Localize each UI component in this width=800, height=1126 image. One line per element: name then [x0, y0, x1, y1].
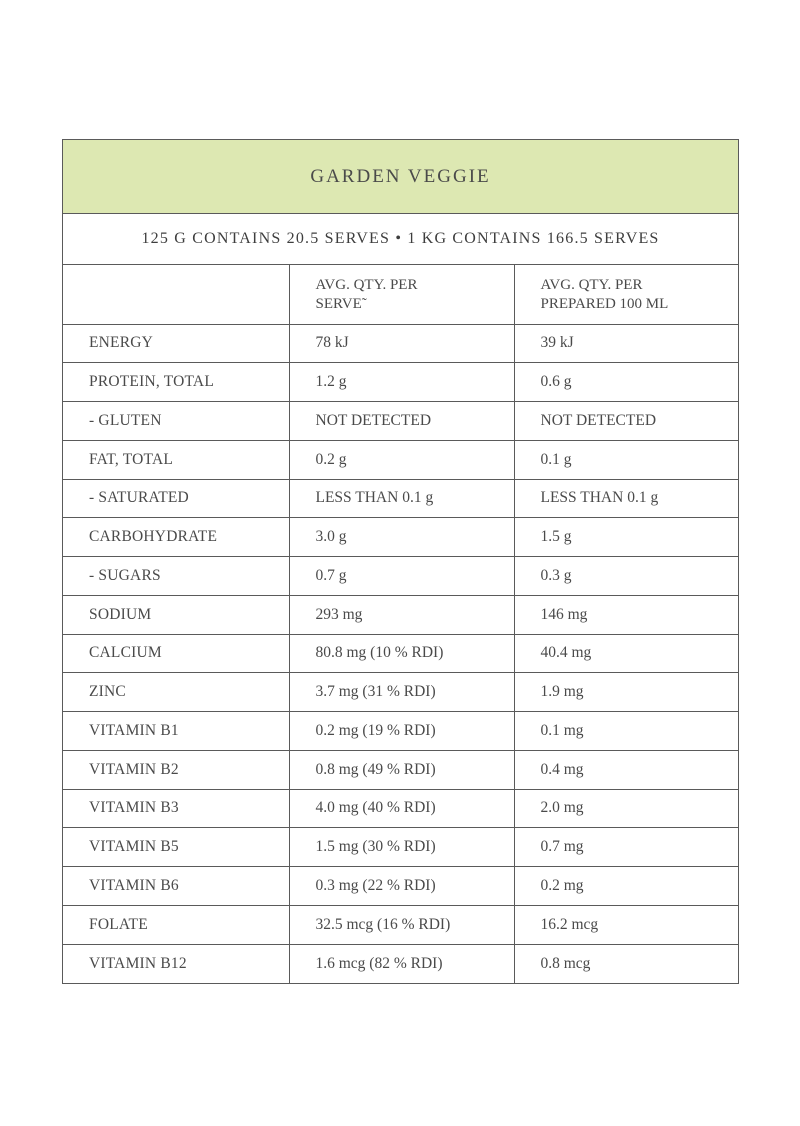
nutrition-panel: [62, 139, 739, 984]
per-100ml-value-cell: 2.0 mg: [514, 789, 738, 828]
table-row: [63, 518, 738, 557]
per-serve-value-cell: LESS THAN 0.1 g: [289, 479, 514, 518]
per-100ml-value-cell: 1.9 mg: [514, 673, 738, 712]
column-header-per-serve-line1: AVG. QTY. PER: [315, 277, 418, 294]
per-serve-value-cell: 293 mg: [289, 595, 514, 634]
per-serve-value-cell: 32.5 mcg (16 % RDI): [289, 905, 514, 944]
column-header-per-100ml: [514, 265, 738, 324]
per-serve-value-cell: 0.8 mg (49 % RDI): [289, 750, 514, 789]
column-header-per-serve: [289, 265, 514, 324]
table-row: [63, 479, 738, 518]
column-header-per-serve-line2: SERVE˜: [315, 296, 367, 313]
nutrient-name-cell: - SUGARS: [63, 557, 289, 596]
per-100ml-value-cell: 1.5 g: [514, 518, 738, 557]
nutrient-name-cell: VITAMIN B1: [63, 712, 289, 751]
per-100ml-value-cell: 40.4 mg: [514, 634, 738, 673]
table-row: [63, 557, 738, 596]
table-row: [63, 944, 738, 983]
nutrient-name-cell: SODIUM: [63, 595, 289, 634]
table-row: [63, 905, 738, 944]
table-row: [63, 402, 738, 441]
nutrient-name-cell: VITAMIN B12: [63, 944, 289, 983]
nutrient-name-cell: VITAMIN B3: [63, 789, 289, 828]
per-100ml-value-cell: 0.2 mg: [514, 867, 738, 906]
per-serve-value-cell: 0.2 g: [289, 440, 514, 479]
nutrient-name-cell: - GLUTEN: [63, 402, 289, 441]
per-serve-value-cell: 78 kJ: [289, 324, 514, 363]
table-body: [63, 324, 738, 983]
nutrient-name-cell: VITAMIN B5: [63, 828, 289, 867]
per-serve-value-cell: 0.7 g: [289, 557, 514, 596]
nutrient-name-cell: VITAMIN B6: [63, 867, 289, 906]
per-100ml-value-cell: 0.4 mg: [514, 750, 738, 789]
per-100ml-value-cell: 0.7 mg: [514, 828, 738, 867]
per-100ml-value-cell: 146 mg: [514, 595, 738, 634]
table-row: [63, 789, 738, 828]
table-row: [63, 867, 738, 906]
nutrition-table: [63, 265, 738, 983]
per-100ml-value-cell: 39 kJ: [514, 324, 738, 363]
nutrient-name-cell: FOLATE: [63, 905, 289, 944]
per-serve-value-cell: 0.3 mg (22 % RDI): [289, 867, 514, 906]
nutrient-name-cell: FAT, TOTAL: [63, 440, 289, 479]
per-100ml-value-cell: 16.2 mcg: [514, 905, 738, 944]
per-serve-value-cell: 1.2 g: [289, 363, 514, 402]
per-serve-value-cell: 4.0 mg (40 % RDI): [289, 789, 514, 828]
per-100ml-value-cell: 0.3 g: [514, 557, 738, 596]
panel-title: GARDEN VEGGIE: [63, 140, 738, 214]
per-serve-value-cell: 80.8 mg (10 % RDI): [289, 634, 514, 673]
table-row: [63, 440, 738, 479]
column-header-per-100ml-line2: PREPARED 100 ML: [540, 296, 669, 313]
table-row: [63, 595, 738, 634]
per-100ml-value-cell: 0.6 g: [514, 363, 738, 402]
per-serve-value-cell: 0.2 mg (19 % RDI): [289, 712, 514, 751]
per-serve-value-cell: 1.6 mcg (82 % RDI): [289, 944, 514, 983]
per-100ml-value-cell: NOT DETECTED: [514, 402, 738, 441]
nutrient-name-cell: VITAMIN B2: [63, 750, 289, 789]
per-100ml-value-cell: 0.1 mg: [514, 712, 738, 751]
table-row: [63, 324, 738, 363]
nutrient-name-cell: CALCIUM: [63, 634, 289, 673]
per-serve-value-cell: 3.0 g: [289, 518, 514, 557]
table-row: [63, 828, 738, 867]
table-header-row: [63, 265, 738, 324]
per-100ml-value-cell: 0.1 g: [514, 440, 738, 479]
per-100ml-value-cell: 0.8 mcg: [540, 954, 591, 972]
nutrient-name-cell: ENERGY: [63, 324, 289, 363]
per-serve-value-cell: 1.5 mg (30 % RDI): [289, 828, 514, 867]
table-row: [63, 634, 738, 673]
table-row: [63, 673, 738, 712]
nutrient-name-cell: CARBOHYDRATE: [63, 518, 289, 557]
nutrient-name-cell: - SATURATED: [63, 479, 289, 518]
table-row: [63, 712, 738, 751]
per-100ml-value-cell: LESS THAN 0.1 g: [514, 479, 738, 518]
nutrient-name-cell: ZINC: [63, 673, 289, 712]
serves-info: 125 G CONTAINS 20.5 SERVES • 1 KG CONTAINS 166.5 SERVES: [63, 214, 738, 265]
nutrient-name-cell: PROTEIN, TOTAL: [63, 363, 289, 402]
per-serve-value-cell: 3.7 mg (31 % RDI): [289, 673, 514, 712]
per-serve-value-cell: NOT DETECTED: [289, 402, 514, 441]
table-row: [63, 363, 738, 402]
table-row: [63, 750, 738, 789]
column-header-nutrient: [63, 265, 289, 324]
column-header-per-100ml-line1: AVG. QTY. PER: [540, 277, 643, 294]
